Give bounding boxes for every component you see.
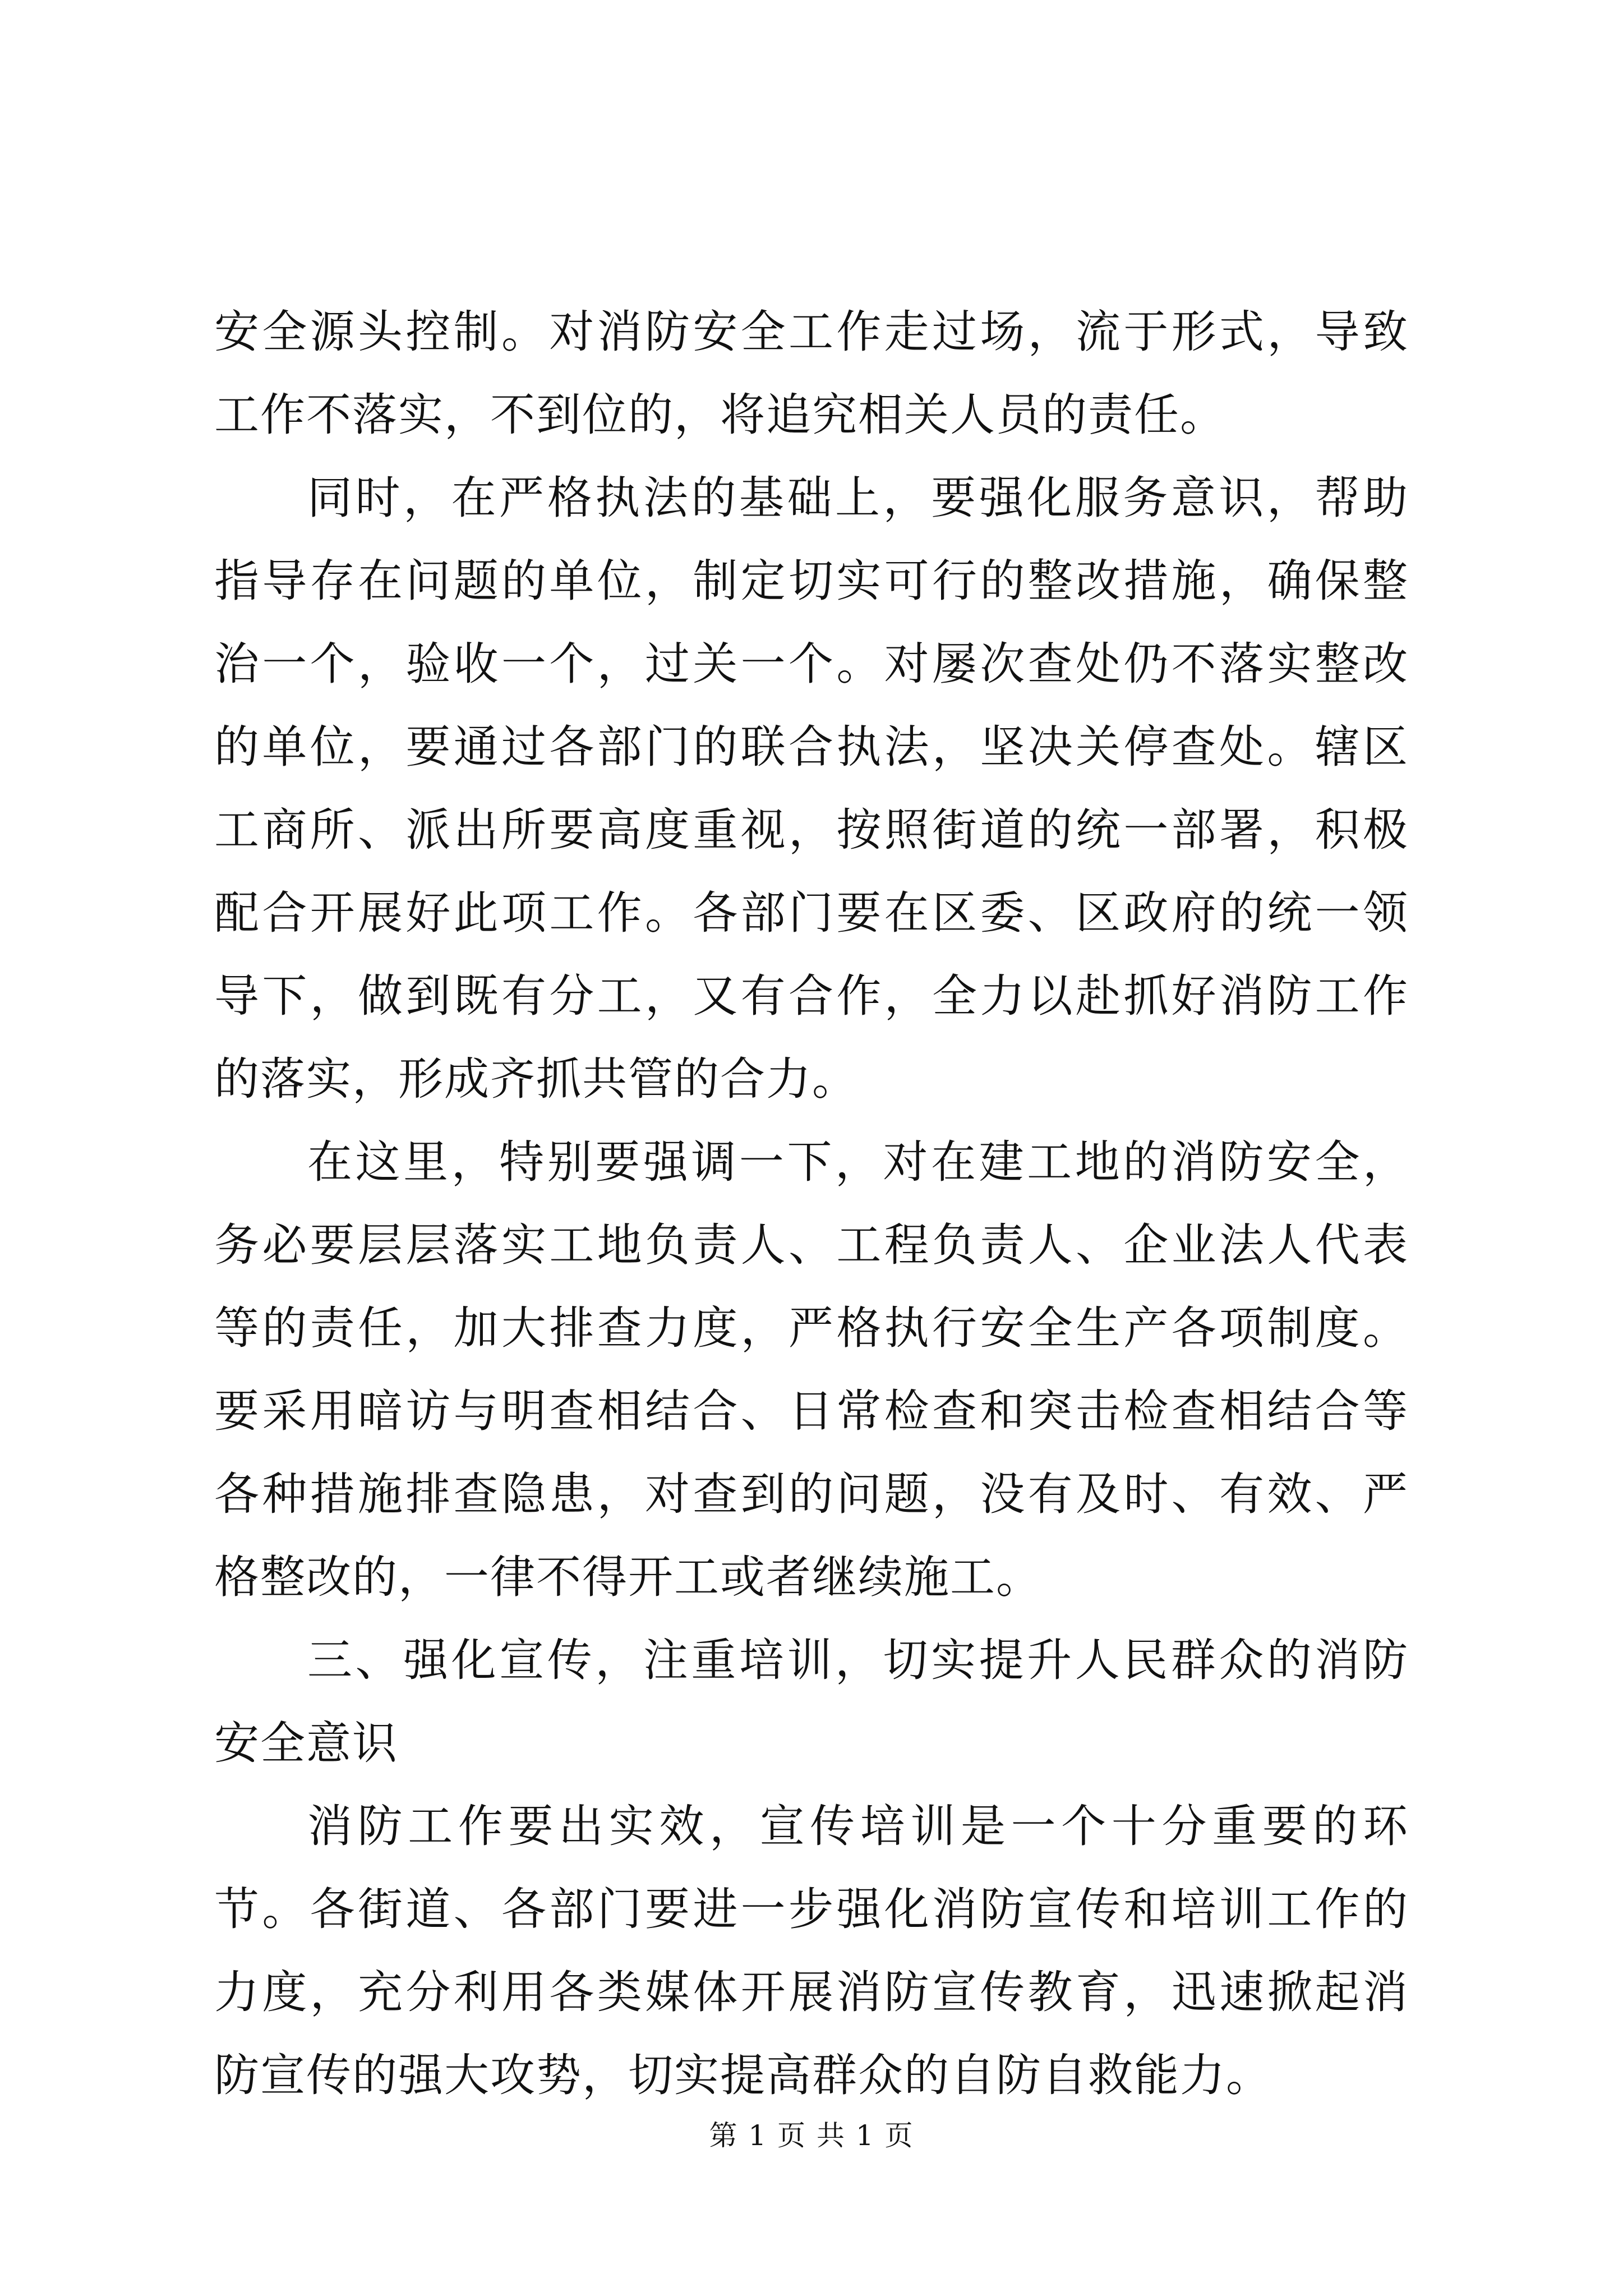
paragraph-4: 消防工作要出实效，宣传培训是一个十分重要的环节。各街道、各部门要进一步强化消防宣传和培训工作的力度，充分利用各类媒体开展消防宣传教育，迅速掀起消防宣传的强大攻势，切实提高群众的自防自救能力。 [214,1800,1409,2101]
paragraph-2: 同时，在严格执法的基础上，要强化服务意识，帮助指导存在问题的单位，制定切实可行的整改措施，确保整治一个，验收一个，过关一个。对屡次查处仍不落实整改的单位，要通过各部门的联合执法，坚决关停查处。辖区工商所、派出所要高度重视，按照街道的统一部署，积极配合开展好此项工作。各部门要在区委、区政府的统一领导下，做到既有分工，又有合作，全力以赴抓好消防工作的落实，形成齐抓共管的合力。 [214,472,1409,1105]
paragraph-1: 安全源头控制。对消防安全工作走过场，流于形式，导致工作不落实，不到位的，将追究相关人员的责任。 [214,306,1409,441]
section-heading-3: 三、强化宣传，注重培训，切实提升人民群众的消防安全意识 [214,1634,1409,1769]
document-body [214,291,1409,2117]
paragraph-3: 在这里，特别要强调一下，对在建工地的消防安全，务必要层层落实工地负责人、工程负责人、企业法人代表等的责任，加大排查力度，严格执行安全生产各项制度。要采用暗访与明查相结合、日常检查和突击检查相结合等各种措施排查隐患，对查到的问题，没有及时、有效、严格整改的，一律不得开工或者继续施工。 [214,1136,1409,1603]
page-footer: 第 1 页 共 1 页 [709,2119,914,2152]
